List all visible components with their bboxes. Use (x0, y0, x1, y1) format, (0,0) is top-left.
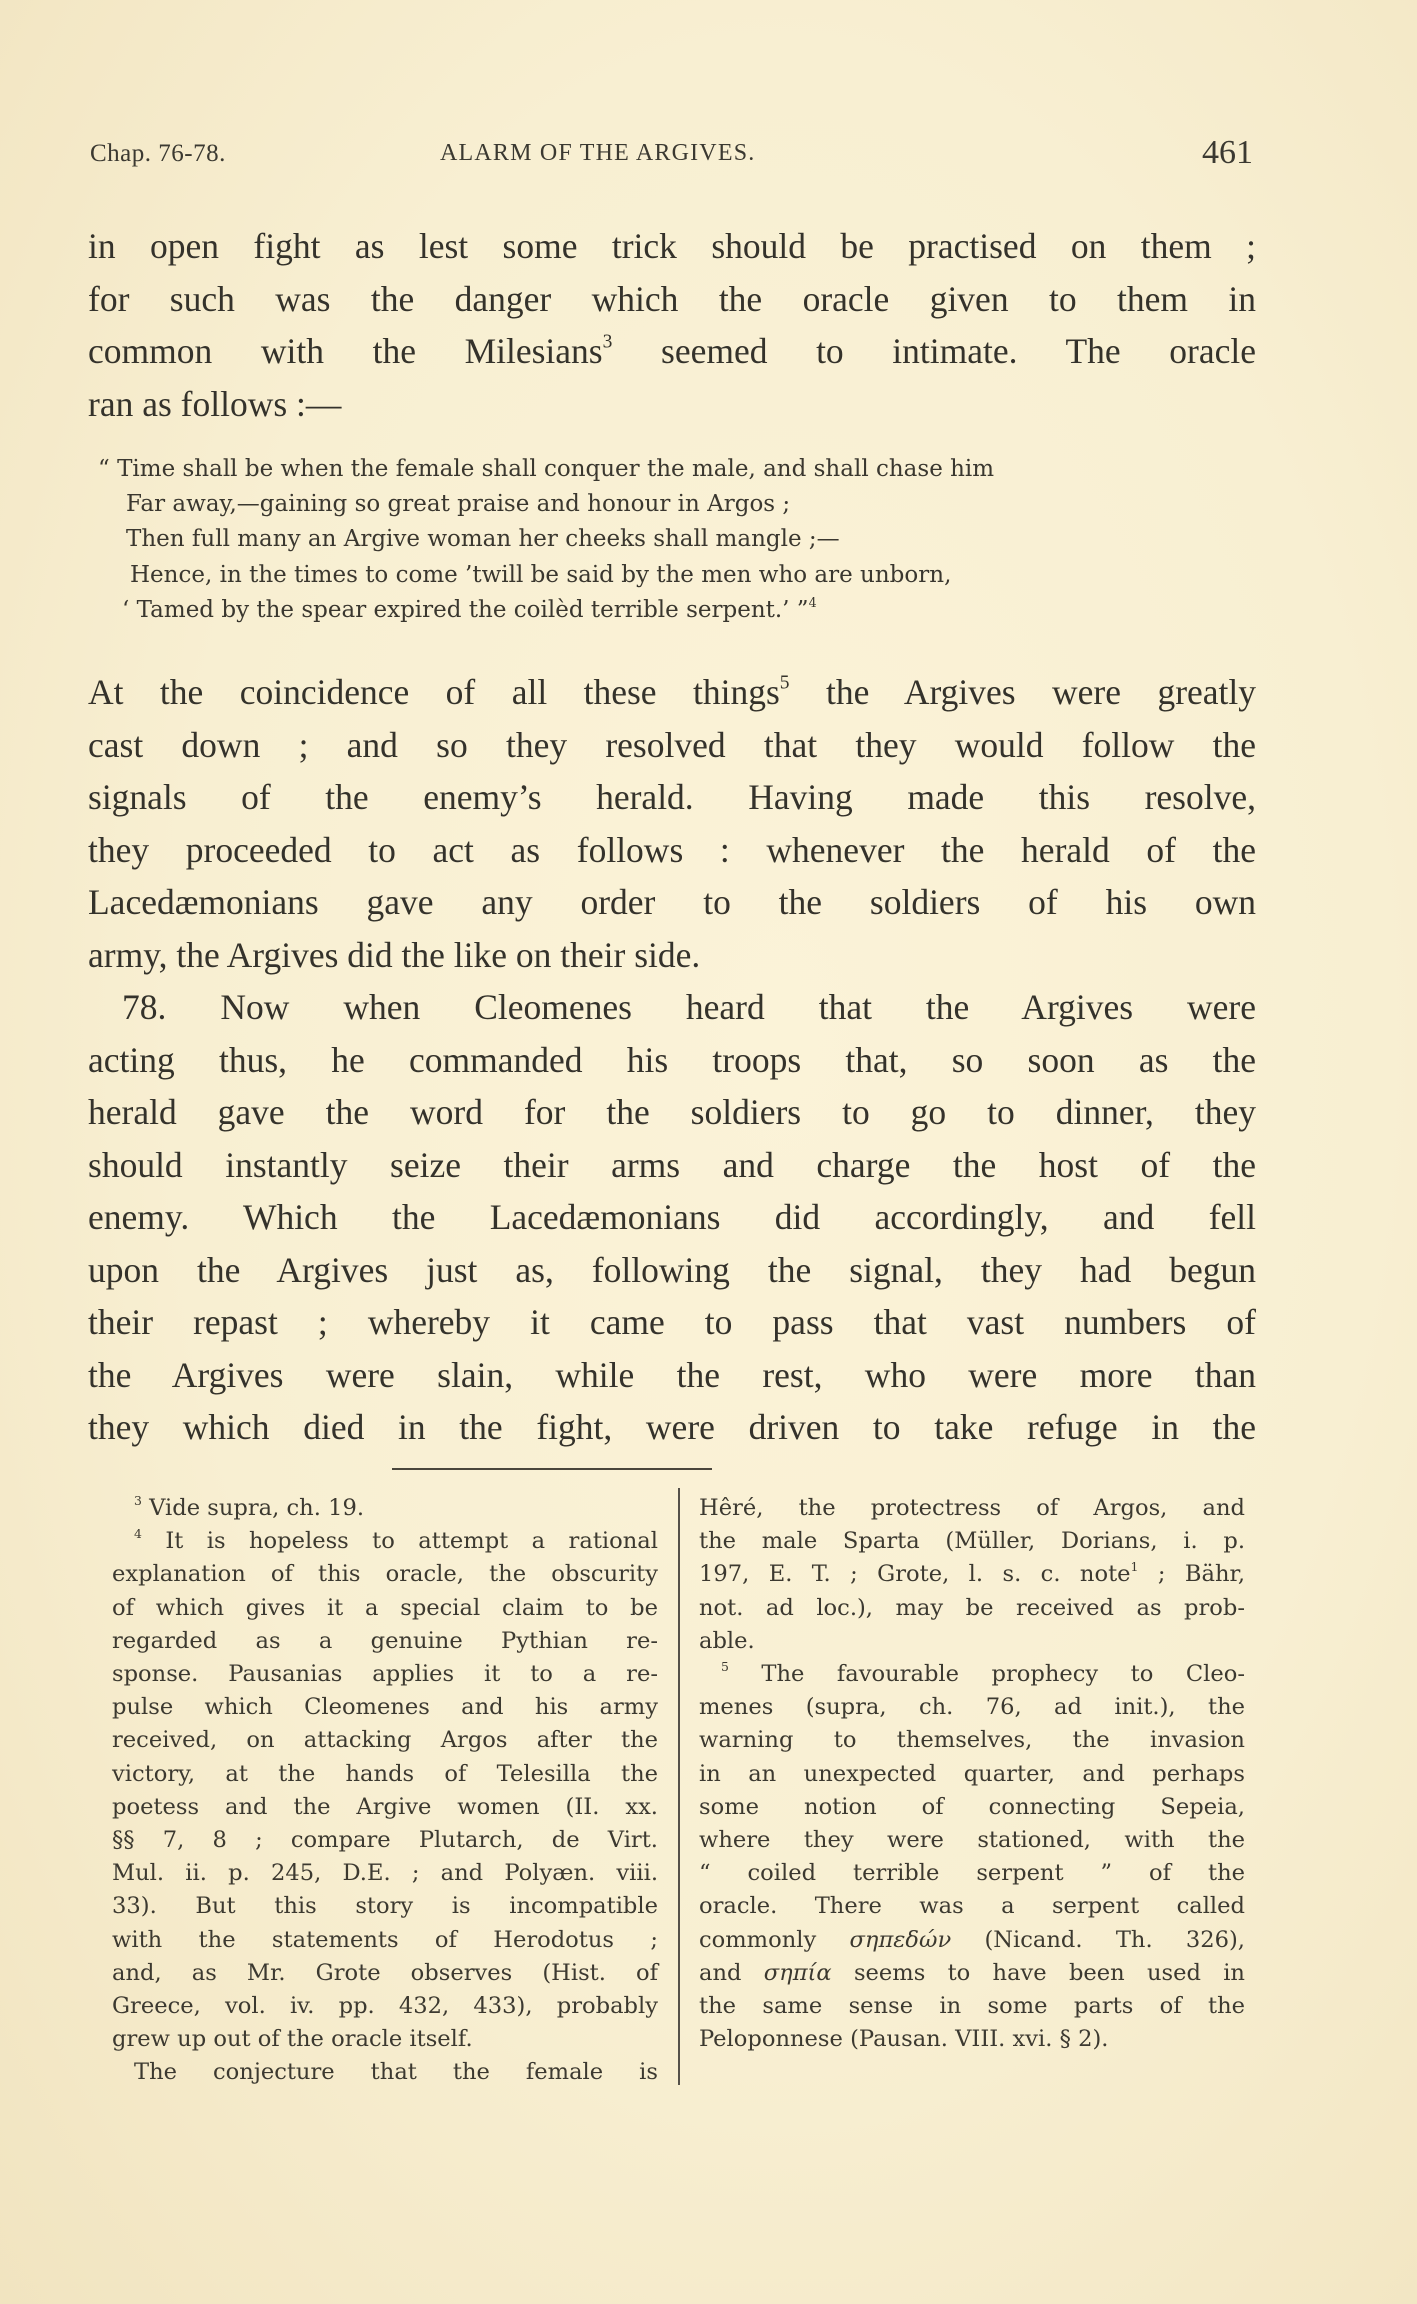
footnote-line: warning to themselves, the invasion (699, 1727, 1245, 1754)
footnote-line: 33). But this story is incompatible (112, 1893, 658, 1920)
footnote-ref[interactable]: 4 (808, 594, 817, 610)
footnote-line: regarded as a genuine Pythian re- (112, 1627, 658, 1654)
text-line: common with the Milesians$^3$ seemed to intimate. The oracle (88, 331, 1256, 371)
text-line: they which died in the fight, were driven to take refuge in the (88, 1407, 1256, 1447)
footnote-line: Peloponnese (Pausan. VIII. xvi. § 2). (699, 2026, 1109, 2053)
footnote-line: commonly σηπεδών (Nicand. Th. 326), (699, 1926, 1245, 1953)
footnotes-right-column (699, 1492, 1245, 2056)
text-line: signals of the enemy’s herald. Having made this resolve, (88, 777, 1256, 817)
footnote-line: and σηπία seems to have been used in (699, 1959, 1245, 1986)
text-line: herald gave the word for the soldiers to go to dinner, they (88, 1092, 1256, 1132)
footnote-line: the same sense in some parts of the (699, 1993, 1245, 2020)
verse-line: Far away,—gaining so great praise and honour in Argos ; (126, 491, 791, 518)
footnotes-left-column (112, 1492, 658, 2090)
footnotes (112, 1492, 1258, 2092)
text-line: in open fight as lest some trick should be practised on them ; (88, 226, 1256, 266)
text-line: upon the Argives just as, following the signal, they had begun (88, 1249, 1256, 1290)
chapter-reference (90, 140, 226, 168)
text-line: ran as follows :— (88, 383, 342, 424)
text-line: At the coincidence of all these things$^5$ the Argives were greatly (88, 672, 1257, 712)
footnote-line: “ coiled terrible serpent ” of the (699, 1860, 1245, 1887)
footnote-line: where they were stationed, with the (699, 1827, 1245, 1854)
footnote-line: victory, at the hands of Telesilla the (112, 1760, 658, 1787)
text-line: acting thus, he commanded his troops that, so soon as the (88, 1039, 1256, 1080)
text-line: they proceeded to act as follows : whenever the herald of the (88, 829, 1256, 870)
footnote-line: in an unexpected quarter, and perhaps (699, 1760, 1245, 1787)
text-line: for such was the danger which the oracle given to them in (88, 278, 1256, 319)
footnote-line: sponse. Pausanias applies it to a re- (112, 1661, 658, 1688)
footnote-ref[interactable]: 3 (602, 331, 613, 353)
footnote-column-divider (678, 1488, 680, 2085)
footnote-line: able. (699, 1627, 755, 1654)
footnote-ref[interactable]: 5 (779, 672, 790, 694)
running-header (90, 132, 1255, 176)
footnote-line: menes (supra, ch. 76, ad init.), the (699, 1694, 1245, 1721)
footnote-3: $^3$ Vide supra, ch. 19. (134, 1493, 364, 1521)
running-title: ALARM OF THE ARGIVES. (440, 140, 756, 166)
text-line: Lacedæmonians gave any order to the soldiers of his own (88, 882, 1256, 922)
main-text-paragraphs-2-3 (88, 666, 1256, 1454)
oracle-verse (88, 452, 1248, 628)
verse-line: Then full many an Argive woman her cheeks shall mangle ;— (126, 526, 840, 553)
text-line: enemy. Which the Lacedæmonians did accordingly, and fell (88, 1197, 1256, 1237)
footnote-line: oracle. There was a serpent called (699, 1893, 1245, 1920)
verse-line: Hence, in the times to come ’twill be said by the men who are unborn, (130, 561, 952, 588)
footnote-line: the male Sparta (Müller, Dorians, i. p. (699, 1528, 1245, 1555)
greek-term: σηπεδών (849, 1926, 952, 1953)
footnote-line: explanation of this oracle, the obscurity (112, 1561, 658, 1588)
footnote-line: with the statements of Herodotus ; (112, 1926, 658, 1953)
footnote-line: Hêré, the protectress of Argos, and (699, 1495, 1245, 1521)
text-line: army, the Argives did the like on their side. (88, 934, 701, 975)
footnote-separator-rule (392, 1468, 712, 1470)
text-line: should instantly seize their arms and charge the host of the (88, 1144, 1256, 1185)
footnote-line: The conjecture that the female is (134, 2059, 658, 2086)
main-text-paragraph-1 (88, 220, 1256, 430)
greek-term: σηπία (763, 1959, 832, 1986)
footnote-line: some notion of connecting Sepeia, (699, 1793, 1245, 1820)
section-78-start: 78. Now when Cleomenes heard that the Argives were (122, 987, 1256, 1027)
text-line: their repast ; whereby it came to pass that vast numbers of (88, 1302, 1256, 1342)
footnote-5: $^5$ The favourable prophecy to Cleo- (721, 1659, 1245, 1688)
text-line: cast down ; and so they resolved that they would follow the (88, 724, 1256, 765)
text-line: the Argives were slain, while the rest, who were more than (88, 1354, 1256, 1395)
verse-line: “ Time shall be when the female shall conquer the male, and shall chase him (98, 456, 995, 482)
footnote-line: received, on attacking Argos after the (112, 1727, 658, 1754)
footnote-line: pulse which Cleomenes and his army (112, 1694, 658, 1721)
footnote-line: and, as Mr. Grote observes (Hist. of (112, 1959, 658, 1986)
chapter-range: 76-78. (158, 140, 226, 167)
chapter-label: Chap. (90, 140, 152, 167)
footnote-line: of which gives it a special claim to be (112, 1594, 658, 1621)
footnote-line: 197, E. T. ; Grote, l. s. c. note$^1$ ; Bähr, (699, 1559, 1245, 1588)
footnote-line: Mul. ii. p. 245, D.E. ; and Polyæn. viii. (112, 1860, 658, 1887)
footnote-line: Greece, vol. iv. pp. 432, 433), probably (112, 1993, 658, 2020)
footnote-line: grew up out of the oracle itself. (112, 2026, 473, 2053)
page-number: 461 (1202, 134, 1253, 171)
footnote-4: $^4$ It is hopeless to attempt a rational (134, 1526, 658, 1555)
verse-line: ‘ Tamed by the spear expired the coilèd terrible serpent.’ ”$^4$ (122, 594, 817, 623)
footnote-line: §§ 7, 8 ; compare Plutarch, de Virt. (112, 1827, 658, 1854)
footnote-line: poetess and the Argive women (II. xx. (112, 1793, 658, 1820)
footnote-line: not. ad loc.), may be received as prob- (699, 1594, 1245, 1621)
